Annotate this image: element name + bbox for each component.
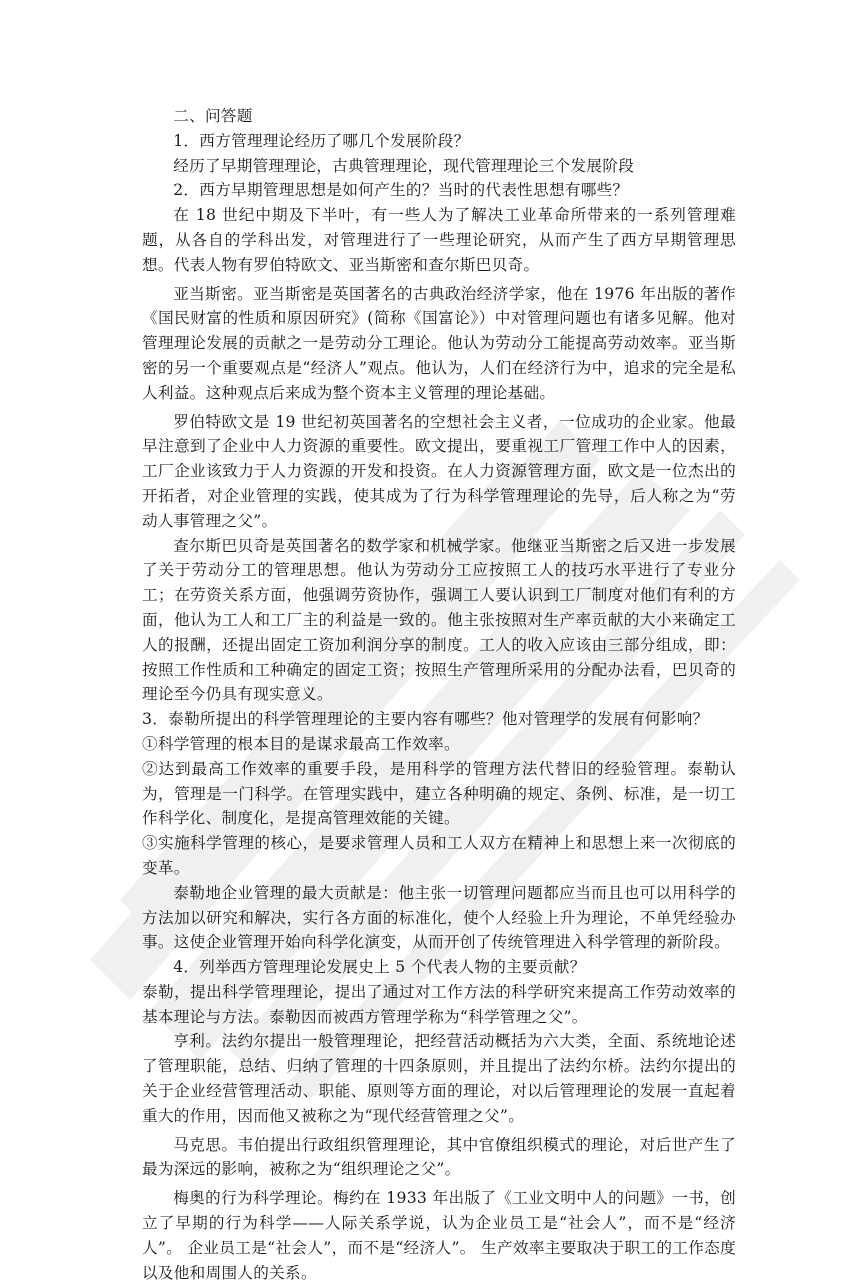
answer-3-item: ②达到最高工作效率的重要手段，是用科学的管理方法代替旧的经验管理。泰勒认为，管理是一门科学。在管理实践中，建立各种明确的规定、条例、标准，是一切工作科学化、制度化，是提高管理效能的关键。 (142, 759, 736, 828)
answer-1: 经历了早期管理理论，古典管理理论，现代管理理论三个发展阶段 (173, 156, 635, 175)
question-1: 1．西方管理理论经历了哪几个发展阶段？ (173, 131, 470, 150)
answer-3-item: ③实施科学管理的核心，是要求管理人员和工人双方在精神上和思想上来一次彻底的变革。 (142, 834, 736, 877)
answer-4-paragraph: 泰勒，提出科学管理理论，提出了通过对工作方法的科学研究来提高工作劳动效率的基本理论与方法。泰勒因而被西方管理学称为“科学管理之父”。 (142, 982, 736, 1026)
answer-4-paragraph: 梅奥的行为科学理论。梅约在 1933 年出版了《工业文明中人的问题》一书，创立了早期的行为科学——人际关系学说，认为企业员工是“社会人”，而不是“经济人”。 企业员工是“社会人”，而不是“经济人”。 生产效率主要取决于职工的工作态度以及他和周围人的关系。 (142, 1189, 736, 1282)
answer-2-paragraph: 亚当斯密。亚当斯密是英国著名的古典政治经济学家，他在 1976 年出版的著作《国民财富的性质和原因研究》(简称《国富论》）中对管理问题也有诸多见解。他对管理理论发展的贡献之一是劳动分工理论。他认为劳动分工能提高劳动效率。亚当斯密的另一个重要观点是“经济人”观点。他认为，人们在经济行为中，追求的完全是私人利益。这种观点后来成为整个资本主义管理的理论基础。 (142, 284, 736, 402)
question-3: 3．泰勒所提出的科学管理理论的主要内容有哪些？他对管理学的发展有何影响？ (142, 710, 709, 729)
answer-2-paragraph: 罗伯特欧文是 19 世纪初英国著名的空想社会主义者，一位成功的企业家。他最早注意到了企业中人力资源的重要性。欧文提出，要重视工厂管理工作中人的因素，工厂企业该致力于人力资源的开发和投资。在人力资源管理方面，欧文是一位杰出的开拓者，对企业管理的实践，使其成为了行为科学管理理论的先导，后人称之为“劳动人事管理之父”。 (142, 412, 736, 530)
question-4: 4．列举西方管理理论发展史上 5 个代表人物的主要贡献？ (173, 958, 586, 977)
answer-4-paragraph: 亨利。法约尔提出一般管理理论，把经营活动概括为六大类，全面、系统地论述了管理职能，总结、归纳了管理的十四条原则，并且提出了法约尔桥。法约尔提出的关于企业经营管理活动、职能、原则等方面的理论，对以后管理理论的发展一直起着重大的作用，因而他又被称之为“现代经营管理之父”。 (142, 1032, 736, 1125)
answer-2-paragraph: 在 18 世纪中期及下半叶，有一些人为了解决工业革命所带来的一系列管理难题，从各自的学科出发，对管理进行了一些理论研究，从而产生了西方早期管理思想。代表人物有罗伯特欧文、亚当斯密和查尔斯巴贝奇。 (142, 206, 736, 274)
answer-3-item: ①科学管理的根本目的是谋求最高工作效率。 (142, 734, 460, 753)
answer-4-paragraph: 马克思。韦伯提出行政组织管理理论，其中官僚组织模式的理论，对后世产生了最为深远的影响，被称之为“组织理论之父”。 (142, 1135, 736, 1179)
document-body (142, 104, 736, 1285)
answer-3-paragraph: 泰勒地企业管理的最大贡献是：他主张一切管理问题都应当而且也可以用科学的方法加以研究和解决，实行各方面的标准化，使个人经验上升为理论，不单凭经验办事。这使企业管理开始向科学化演变，从而开创了传统管理进入科学管理的新阶段。 (142, 883, 736, 952)
answer-2-paragraph: 查尔斯巴贝奇是英国著名的数学家和机械学家。他继亚当斯密之后又进一步发展了关于劳动分工的管理思想。他认为劳动分工应按照工人的技巧水平进行了专业分工；在劳资关系方面，他强调劳资协作，强调工人要认识到工厂制度对他们有利的方面，他认为工人和工厂主的利益是一致的。他主张按照对生产率贡献的大小来确定工人的报酬，还提出固定工资加利润分享的制度。工人的收入应该由三部分组成，即：按照工作性质和工种确定的固定工资；按照生产管理所采用的分配办法看，巴贝奇的理论至今仍具有现实意义。 (142, 536, 736, 704)
question-2: 2．西方早期管理思想是如何产生的？当时的代表性思想有哪些？ (173, 181, 629, 200)
section-heading: 二、问答题 (173, 107, 253, 125)
